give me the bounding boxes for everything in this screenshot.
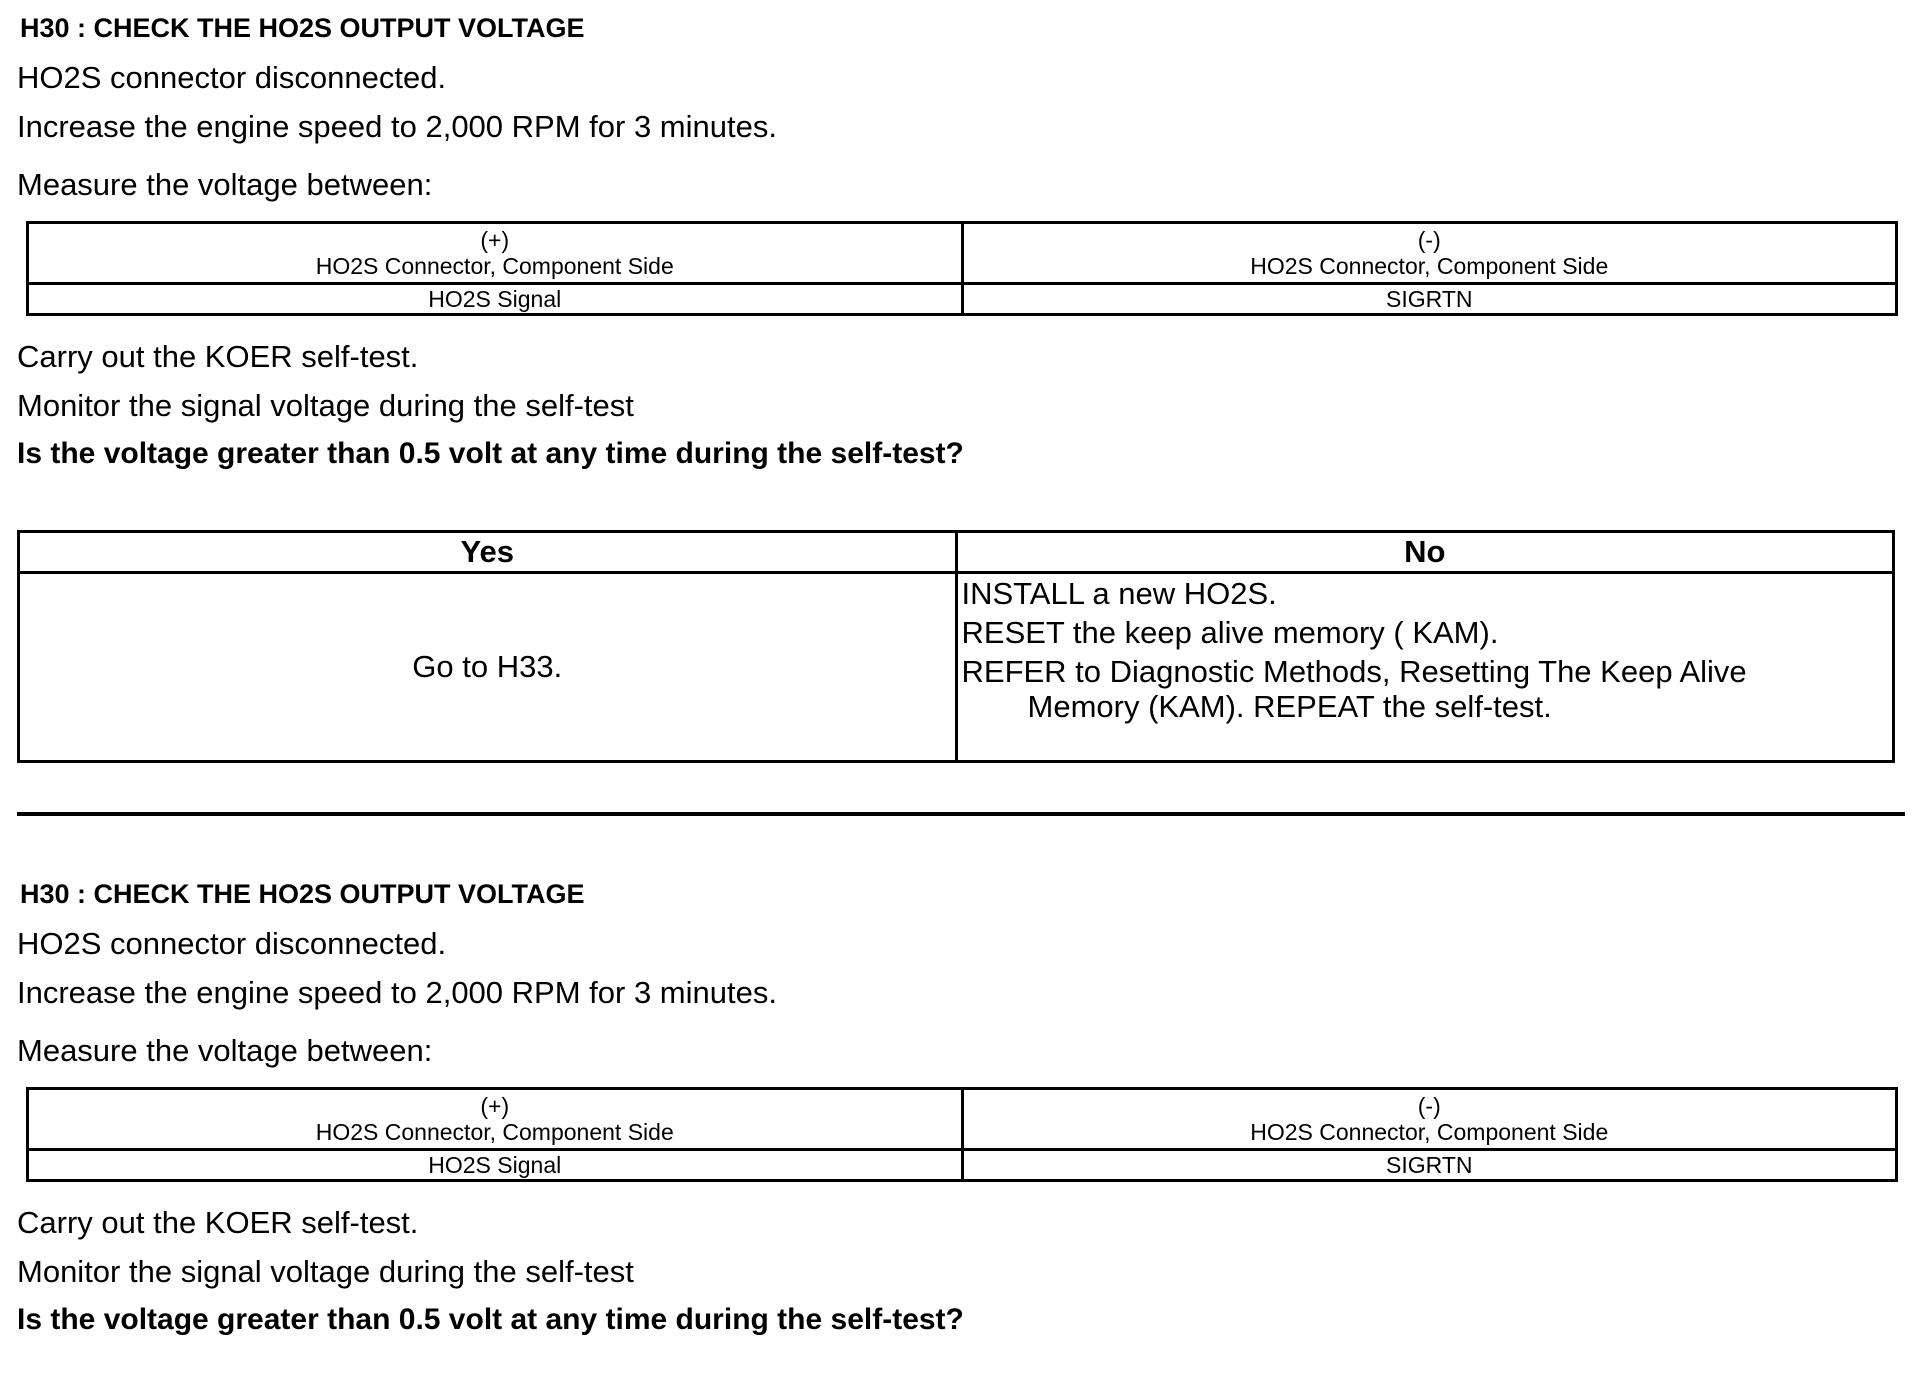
measurement-value-row [28,1150,1897,1181]
decision-table [17,530,1895,763]
instruction-line: Measure the voltage between: [17,1033,433,1068]
section-divider [17,812,1905,816]
no-action-line: INSTALL a new HO2S. [961,576,1277,611]
positive-label: (+) [480,226,510,253]
measurement-table [26,1087,1898,1182]
positive-value: HO2S Signal [28,1150,963,1181]
instruction-line: Increase the engine speed to 2,000 RPM for 3 minutes. [17,109,777,144]
measurement-value-row [28,284,1897,315]
negative-value: SIGRTN [962,1150,1897,1181]
no-action-cell [956,573,1894,762]
measurement-table [26,221,1898,316]
positive-value: HO2S Signal [28,284,963,315]
instruction-line: HO2S connector disconnected. [17,926,447,961]
instruction-line: Carry out the KOER self-test. [17,1205,419,1240]
no-action-line: RESET the keep alive memory ( KAM). [961,615,1499,650]
negative-label: (-) [1417,1092,1441,1119]
negative-header-cell [962,1089,1897,1150]
positive-connector: HO2S Connector, Component Side [315,1118,674,1145]
no-action-line: Memory (KAM). REPEAT the self-test. [1027,689,1552,724]
question-text: Is the voltage greater than 0.5 volt at any time during the self-test? [17,1303,964,1336]
positive-label: (+) [480,1092,510,1119]
yes-header: Yes [19,532,957,573]
no-header: No [956,532,1894,573]
instruction-line: Measure the voltage between: [17,167,433,202]
measurement-header-row [28,1089,1897,1150]
instruction-line: HO2S connector disconnected. [17,60,447,95]
negative-connector: HO2S Connector, Component Side [1250,1118,1609,1145]
measurement-header-row [28,223,1897,284]
negative-header-cell [962,223,1897,284]
yes-action: Go to H33. [19,573,957,762]
positive-header-cell [28,1089,963,1150]
step-heading: H30 : CHECK THE HO2S OUTPUT VOLTAGE [20,13,585,43]
instruction-line: Carry out the KOER self-test. [17,339,419,374]
no-action-line: REFER to Diagnostic Methods, Resetting The Keep Alive [961,654,1747,689]
question-text: Is the voltage greater than 0.5 volt at any time during the self-test? [17,437,964,470]
negative-value: SIGRTN [962,284,1897,315]
decision-header-row [19,532,1894,573]
negative-label: (-) [1417,226,1441,253]
step-heading: H30 : CHECK THE HO2S OUTPUT VOLTAGE [20,879,585,909]
instruction-line: Monitor the signal voltage during the self-test [17,1254,634,1289]
positive-connector: HO2S Connector, Component Side [315,252,674,279]
instruction-line: Monitor the signal voltage during the self-test [17,388,634,423]
instruction-line: Increase the engine speed to 2,000 RPM for 3 minutes. [17,975,777,1010]
negative-connector: HO2S Connector, Component Side [1250,252,1609,279]
positive-header-cell [28,223,963,284]
decision-body-row [19,573,1894,762]
